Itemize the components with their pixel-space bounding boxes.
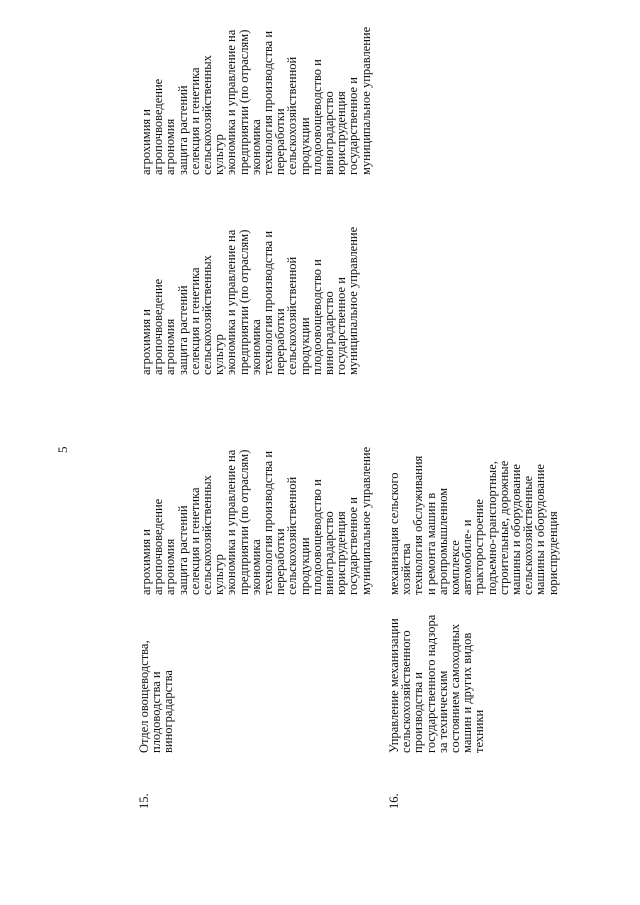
- department-line: виноградарства: [161, 670, 176, 753]
- specialty-line: предприятии (по отраслям): [236, 29, 251, 175]
- specialty-line: агрономия: [163, 118, 178, 175]
- specialty-line: предприятии (по отраслям): [236, 229, 251, 375]
- department-line: плодоводства и: [149, 671, 164, 753]
- specialty-line: технология производства и: [261, 450, 276, 595]
- specialty-line: муниципальное управление: [346, 226, 361, 375]
- specialty-line: агропочвоведение: [151, 78, 166, 175]
- department-line: Отдел овощеводства,: [137, 640, 151, 753]
- specialty-line: плодоовощеводство и: [309, 479, 324, 595]
- specialty-line: технология производства и: [261, 30, 276, 175]
- department-line: производства и: [411, 672, 426, 753]
- specialty-line: экономика и управление на: [224, 229, 239, 375]
- specialty-line: культур: [212, 134, 227, 175]
- specialty-line: защита растений: [175, 505, 190, 595]
- specialty-line: защита растений: [175, 285, 190, 375]
- department-line: государственного надзора: [423, 614, 438, 753]
- specialty-line: культур: [212, 554, 227, 595]
- specialty-line: виноградарство: [322, 291, 337, 375]
- specialty-line: строительные, дорожные: [496, 460, 511, 595]
- specialty-line: машины и оборудование: [509, 464, 524, 595]
- specialty-line: сельскохозяйственных: [200, 255, 215, 375]
- specialty-line: юриспруденция: [545, 511, 560, 595]
- department-line: машин и других видов: [460, 632, 475, 753]
- row-15-specialties-col-c: [140, 27, 372, 175]
- row-15-department: [138, 640, 175, 753]
- specialty-line: сельскохозяйственной: [285, 476, 300, 595]
- specialty-line: государственное и: [334, 277, 349, 375]
- specialty-line: переработки: [273, 528, 288, 595]
- specialty-line: агропочвоведение: [151, 278, 166, 375]
- row-15-specialties-col-a: [140, 447, 372, 595]
- specialty-line: юриспруденция: [334, 91, 349, 175]
- department-line: за техническим: [435, 670, 450, 753]
- specialty-line: подъемно-транспортные,: [484, 461, 499, 595]
- specialty-line: экономика: [248, 539, 263, 595]
- department-line: Управление механизации: [387, 618, 401, 753]
- specialty-line: переработки: [273, 308, 288, 375]
- department-line: техники: [472, 709, 487, 753]
- specialty-line: переработки: [273, 108, 288, 175]
- specialty-line: технология обслуживания: [411, 455, 426, 595]
- specialty-line: и ремонта машин в: [423, 492, 438, 595]
- department-line: сельскохозяйственного: [399, 630, 414, 753]
- specialty-line: агрохимия и: [139, 109, 153, 175]
- specialty-line: агрономия: [163, 318, 178, 375]
- specialty-line: селекция и генетика: [187, 67, 202, 175]
- specialty-line: плодоовощеводство и: [309, 259, 324, 375]
- specialty-line: машины и оборудование: [533, 464, 548, 595]
- specialty-line: сельскохозяйственной: [285, 256, 300, 375]
- specialty-line: агропромышленном: [435, 487, 450, 595]
- specialty-line: предприятии (по отраслям): [236, 449, 251, 595]
- specialty-line: защита растений: [175, 85, 190, 175]
- specialty-line: автомобиле- и: [460, 519, 475, 595]
- specialty-line: селекция и генетика: [187, 487, 202, 595]
- specialty-line: муниципальное управление: [358, 446, 373, 595]
- row-16-specialties-col-a: [388, 456, 559, 595]
- specialty-line: механизация сельского: [387, 472, 401, 595]
- specialty-line: государственное и: [346, 497, 361, 595]
- department-line: состоянием самоходных: [448, 623, 463, 753]
- specialty-line: агрохимия и: [139, 529, 153, 595]
- specialty-line: агрономия: [163, 538, 178, 595]
- specialty-line: экономика и управление на: [224, 449, 239, 595]
- specialty-line: виноградарство: [322, 511, 337, 595]
- specialty-line: селекция и генетика: [187, 267, 202, 375]
- row-16-number: 16.: [387, 793, 401, 809]
- specialty-line: муниципальное управление: [358, 26, 373, 175]
- specialty-line: сельскохозяйственных: [200, 475, 215, 595]
- specialty-line: сельскохозяйственной: [285, 56, 300, 175]
- row-16-department: [388, 615, 486, 753]
- specialty-line: экономика и управление на: [224, 29, 239, 175]
- specialty-line: продукции: [297, 537, 312, 595]
- row-15-specialties-col-b: [140, 227, 360, 375]
- specialty-line: юриспруденция: [334, 511, 349, 595]
- specialty-line: культур: [212, 334, 227, 375]
- specialty-line: виноградарство: [322, 91, 337, 175]
- specialty-line: плодоовощеводство и: [309, 59, 324, 175]
- specialty-line: сельскохозяйственные: [521, 475, 536, 595]
- specialty-line: агрохимия и: [139, 309, 153, 375]
- page-number: 5: [55, 446, 70, 453]
- specialty-line: экономика: [248, 119, 263, 175]
- specialty-line: экономика: [248, 319, 263, 375]
- specialty-line: тракторостроение: [472, 499, 487, 595]
- specialty-line: хозяйства: [399, 543, 414, 595]
- specialty-line: продукции: [297, 317, 312, 375]
- specialty-line: продукции: [297, 117, 312, 175]
- specialty-line: комплексе: [448, 540, 463, 595]
- specialty-line: государственное и: [346, 77, 361, 175]
- specialty-line: технология производства и: [261, 230, 276, 375]
- row-15-number: 15.: [137, 793, 151, 809]
- specialty-line: агропочвоведение: [151, 498, 166, 595]
- specialty-line: сельскохозяйственных: [200, 55, 215, 175]
